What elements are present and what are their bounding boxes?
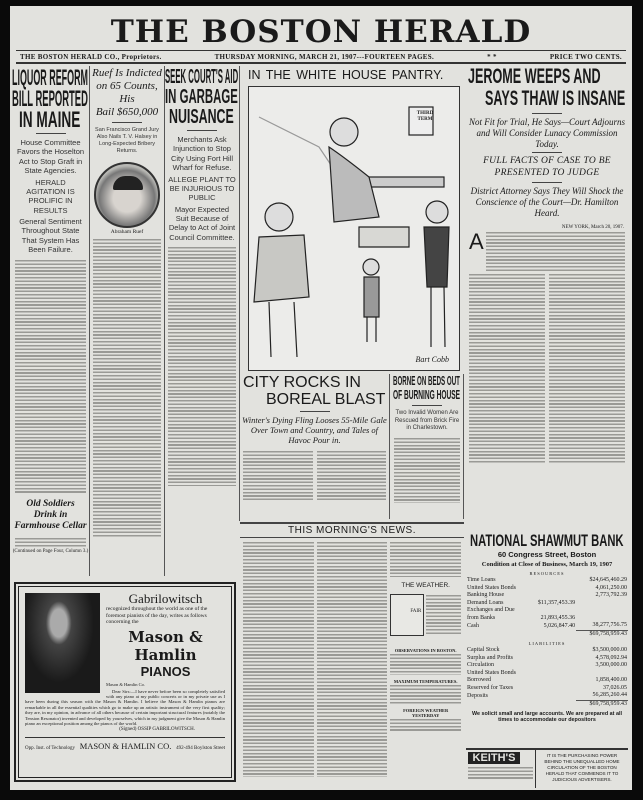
headline-line: BORNE ON BEDS OUT [393,373,460,388]
weather-title: THE WEATHER. [401,582,450,589]
article-body [15,537,86,547]
price: PRICE TWO CENTS. [549,52,622,61]
keiths-ad [466,748,628,788]
deck: FULL FACTS OF CASE TO BE PRESENTED TO JUDGE [483,156,611,178]
table-cell [524,700,576,708]
ad-footer-right: 492-494 Boylston Street [176,746,225,752]
news-summary-column [317,541,388,777]
total-row [466,630,628,638]
dateline: NEW YORK, March 20, 1907. [561,224,624,230]
table-cell: 56,285,260.44 [592,692,627,698]
table-cell: Surplus and Profits [467,654,514,661]
table-cell: Demand Loans [467,599,504,606]
table-cell: Deposits [467,692,488,699]
table-row [466,607,628,622]
table-cell: 4,061,250.00 [595,584,627,591]
table-cell [524,692,576,700]
deck: General Sentiment Throughout State That System Has Been Failure. [19,217,82,255]
table-cell: 21,893,455.36 [540,614,576,621]
table-cell: $69,758,959.43 [576,630,628,638]
observations-table [390,653,461,675]
table-row [466,592,628,600]
bank-condition: Condition at Close of Business, March 19, 1907 [481,561,613,568]
weather-icon: FAIR [390,594,424,636]
table-cell: Exchanges and Due from Banks [467,607,515,621]
article-body [317,450,387,502]
deck: Mayor Expected Suit Because of Delay to Act of Joint Council Committee. [168,204,236,242]
table-row [466,692,628,700]
column-ruef [90,66,165,576]
table-cell: 2,773,792.39 [595,592,627,598]
observations-title: OBSERVATIONS IN BOSTON. [394,648,457,653]
table-cell: 37,026.05 [603,684,627,691]
table-row [466,577,628,585]
this-mornings-news [240,522,464,786]
sub-headline: Old Soldiers Drink in Farmhouse Cellar [14,498,87,532]
headline-garbage [165,67,239,127]
table-cell: Capital Stock [467,647,500,653]
table-cell [524,670,576,685]
table-cell: $69,758,959.43 [576,700,628,708]
article-body [486,231,625,271]
info-line [16,50,626,64]
column-city-rocks [240,374,390,519]
column-garbage [165,66,240,521]
weather-forecast [426,594,461,636]
table-row [466,622,628,630]
resources-table [466,577,628,638]
news-title: THIS MORNING'S NEWS. [240,524,464,538]
headline-line: LIQUOR REFORM [12,65,88,90]
table-cell [524,592,576,600]
table-cell [524,685,576,693]
deck: Merchants Ask Injunction to Stop City Using Fort Hill Wharf for Refuse. [170,135,234,173]
headline-ruef [90,67,164,119]
headline-line: JEROME WEEPS AND [468,65,601,88]
cartoon-illustration [248,86,460,371]
ad-letter: Dear Sirs:—I have never before been so completely satisfied with any piano at my public concerts or in my private use as I have been during this season with the Mason & Hamlin. I believe the Mason & Hamlin pianos are remarkable in all the essential qualities which go to make up an artistic instrument of the very first quality; they are, in my opinion, in advance of all others because of certain important structural features (notably the Tension Resonator) invented and developed by yourselves, which in my judgment give the Mason & Hamlin piano an exceptional position among the pianos of the world. [25,688,225,726]
max-temps-title: MAXIMUM TEMPERATURES. [393,679,458,684]
ad-product: PIANOS [140,663,191,679]
proprietors: THE BOSTON HERALD CO., Proprietors. [20,52,162,61]
ad-name: Gabrilowitsch [128,591,203,606]
table-cell: 38,277,756.75 [592,622,627,628]
max-temps-table [390,684,461,704]
newspaper-page [10,6,632,790]
brand-logo: Mason & Hamlin [128,627,203,664]
dateline: THURSDAY MORNING, MARCH 21, 1907---FOURTEEN PAGES. [214,52,435,61]
table-cell: $11,357,453.39 [537,599,576,606]
table-cell: 4,578,092.94 [595,654,627,661]
headline-line: Ruef Is Indicted [92,67,162,79]
masthead-title: THE BOSTON HERALD [110,14,532,50]
cartoonist-signature: Bart Cobb [415,355,449,364]
headline-line: CITY ROCKS IN [243,374,361,391]
headline-line: BOREAL BLAST [266,391,386,408]
bank-address: 60 Congress Street, Boston [497,550,597,559]
table-cell: Reserved for Taxes [467,684,514,691]
deck: District Attorney Says They Will Shock the Conscience of the Court—Dr. Hamilton Heard. [470,186,624,218]
headline-line: SEEK COURT'S AID [165,66,239,88]
article-body [243,450,313,502]
mason-hamlin-ad [14,582,236,782]
deck: San Francisco Grand Jury Also Nails T. V. Halsey in Long-Expected Bribery Returns. [95,127,159,154]
ruef-portrait [94,162,160,228]
deck: House Committee Favors the Hoselton Act to Stop Graft in State Agencies. [16,138,85,176]
headline-line: OF BURNING HOUSE [393,387,461,402]
deck: HERALD AGITATION IS PROLIFIC IN RESULTS [26,177,75,215]
table-cell [576,607,628,622]
continued-note: (Continued on Page Four, Column 3.) [12,548,89,554]
table-cell: $3,500,000.00 [592,647,627,653]
table-row [466,655,628,663]
deck: ALLEGE PLANT TO BE INJURIOUS TO PUBLIC [168,174,236,203]
table-cell [524,662,576,670]
table-cell [576,600,628,608]
hat-icon [113,176,143,190]
total-row [466,700,628,708]
foreign-weather [390,718,461,732]
ad-salutation: Mason & Hamlin Co. [106,681,145,687]
headline-liquor [12,67,89,130]
table-cell: 1,858,400.00 [595,677,627,683]
deck: Winter's Dying Fling Looses 55-Mile Gale Over Town and Country, and Tales of Havoc Pour in. [242,415,387,446]
table-cell [524,655,576,663]
table-row [466,685,628,693]
bank-name: NATIONAL SHAWMUT BANK [469,531,624,550]
cartoon-drawing [249,87,459,370]
table-cell [524,630,576,638]
table-row [466,647,628,655]
headline-city [240,374,389,408]
table-row [466,600,628,608]
foreign-weather-title: FOREIGN WEATHER YESTERDAY [403,708,449,718]
table-cell [524,577,576,585]
deck: Not Fit for Trial, He Says—Court Adjourns and Will Consider Lunacy Commission Today. [468,117,626,149]
table-cell: Cash [467,622,479,629]
table-cell [466,630,524,638]
keiths-logo: KEITH'S [468,752,520,764]
cartoon-panel [242,66,464,374]
ad-footer-center: MASON & HAMLIN CO. [79,741,172,752]
article-body [394,437,460,503]
portrait-caption: Abraham Ruef [110,228,144,235]
table-cell: $24,645,460.29 [589,577,627,583]
column-jerome [466,66,628,528]
headline-line: on 65 Counts, His [96,80,158,105]
table-cell: Banking House [467,592,505,598]
column-borne-on-beds [391,374,464,519]
headline-line: NUISANCE [169,106,235,128]
liabilities-title: LIABILITIES [528,641,566,646]
news-summary-column [390,541,461,577]
headline-line: BILL REPORTED [12,86,88,111]
article-body [168,246,236,486]
column-liquor-reform [12,66,90,576]
table-row [466,662,628,670]
table-cell: United States Bonds Borrowed [467,669,516,683]
deck: Two Invalid Women Are Rescued from Brick Fire in Charlestown. [394,410,460,431]
table-cell: Circulation [467,662,494,668]
cartoon-title: IN THE WHITE HOUSE PANTRY. [248,68,444,82]
resources-title: RESOURCES [529,571,565,576]
table-row [466,670,628,685]
news-summary-column [243,541,314,777]
shawmut-bank-ad [466,532,628,742]
article-body [549,273,625,463]
table-cell: 3,500,000.00 [595,662,627,668]
table-row [466,585,628,593]
liabilities-table [466,647,628,708]
table-cell [524,585,576,593]
headline-borne [391,374,463,402]
headline-line: IN GARBAGE [165,86,238,108]
table-cell [466,700,524,708]
article-body [469,273,545,463]
table-cell: United States Bonds [467,584,516,591]
ad-signature: (Signed) OSSIP GABRILOWITSCH. [119,727,195,733]
headline-line: Bail $650,000 [95,106,159,118]
table-cell [524,647,576,655]
bank-solicit: We solicit small and large accounts. We are prepared at all times to accommodate our depositors [472,711,622,723]
marks: * * [487,52,497,61]
ad-intro: recognized throughout the world as one of the foremost pianists of the day, writes as follows concerning the [106,606,208,625]
headline-jerome [466,66,628,110]
keiths-details [468,766,533,780]
drop-cap: A [469,228,484,254]
article-body [93,238,161,538]
article-body [15,259,86,494]
headline-line: IN MAINE [19,107,81,132]
table-cell: 5,026,847.40 [543,622,576,629]
pianist-photo [25,593,100,693]
jar-label: THIRD TERM [416,111,434,122]
ad-footer-left: Opp. Inst. of Technology [25,746,75,752]
headline-line: SAYS THAW IS INSANE [484,87,625,110]
table-cell: Time Loans [467,577,496,583]
circulation-notice: IT IS THE PURCHASING POWER BEHIND THE UNEQUALLED HOME CIRCULATION OF THE BOSTON HERALD THAT COMMENDS IT TO JUDICIOUS ADVERTISERS. [544,753,620,782]
